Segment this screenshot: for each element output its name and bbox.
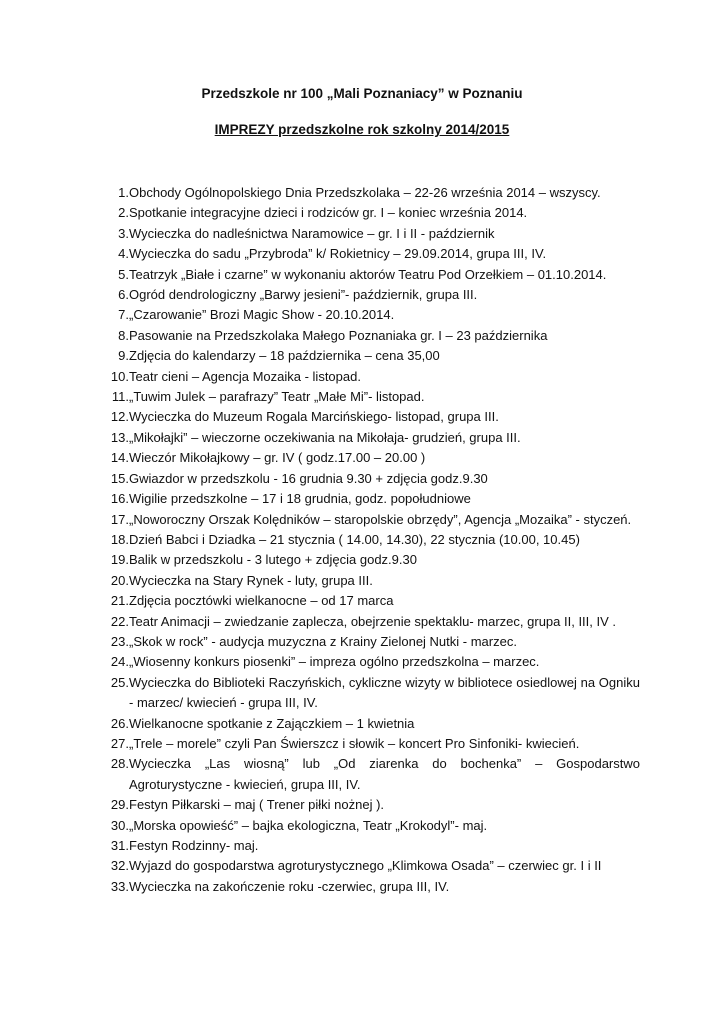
document-subtitle: IMPREZY przedszkolne rok szkolny 2014/2015 xyxy=(214,122,510,137)
list-item-text: Teatr Animacji – zwiedzanie zaplecza, obejrzenie spektaklu- marzec, grupa II, III, IV . xyxy=(129,613,617,629)
list-item xyxy=(100,285,640,305)
list-item xyxy=(100,530,640,550)
list-item-number: 22. xyxy=(110,613,129,629)
list-item-text: Wycieczka do nadleśnictwa Naramowice – gr. I i II - październik xyxy=(129,225,495,241)
list-item-text: Wycieczka na zakończenie roku -czerwiec, grupa III, IV. xyxy=(129,878,450,894)
list-item-number: 9. xyxy=(118,348,129,364)
list-item-text: „Mikołajki” – wieczorne oczekiwania na Mikołaja- grudzień, grupa III. xyxy=(129,429,521,445)
list-item xyxy=(100,387,640,407)
document-title: Przedszkole nr 100 „Mali Poznaniacy” w Poznaniu xyxy=(201,86,523,101)
list-item-number: 12. xyxy=(110,409,129,425)
list-item-text: „Noworoczny Orszak Kolędników – staropolskie obrzędy”, Agencja „Mozaika” - styczeń. xyxy=(129,511,632,527)
list-item xyxy=(100,510,640,530)
list-item xyxy=(100,550,640,570)
list-item xyxy=(100,469,640,489)
list-item-text: Dzień Babci i Dziadka – 21 stycznia ( 14.00, 14.30), 22 stycznia (10.00, 10.45) xyxy=(129,531,580,547)
list-item xyxy=(100,224,640,244)
list-item-number: 18. xyxy=(110,531,129,547)
list-item-text: Wycieczka do sadu „Przybroda” k/ Rokietnicy – 29.09.2014, grupa III, IV. xyxy=(129,246,547,262)
list-item-text: Wycieczka do Biblioteki Raczyńskich, cykliczne wizyty w bibliotece osiedlowej na Ogniku - marzec/ kwiecień - grupa III, IV. xyxy=(129,674,640,711)
list-item xyxy=(100,407,640,427)
list-item-number: 4. xyxy=(118,246,129,262)
list-item-text: „Wiosenny konkurs piosenki” – impreza ogólno przedszkolna – marzec. xyxy=(129,654,540,670)
list-item-text: Festyn Piłkarski – maj ( Trener piłki nożnej ). xyxy=(129,797,385,813)
list-item-number: 11. xyxy=(111,389,129,405)
list-item-text: Wigilie przedszkolne – 17 i 18 grudnia, godz. popołudniowe xyxy=(129,491,471,507)
list-item-text: „Trele – morele” czyli Pan Świerszcz i słowik – koncert Pro Sinfoniki- kwiecień. xyxy=(129,735,580,751)
list-item-text: Spotkanie integracyjne dzieci i rodziców gr. I – koniec września 2014. xyxy=(129,205,528,221)
list-item-text: „Czarowanie” Brozi Magic Show - 20.10.2014. xyxy=(129,307,395,323)
list-item-text: Zdjęcia pocztówki wielkanocne – od 17 marca xyxy=(129,593,394,609)
event-list xyxy=(100,183,640,897)
list-item-text: Wieczór Mikołajkowy – gr. IV ( godz.17.00 – 20.00 ) xyxy=(129,450,426,466)
list-item xyxy=(100,734,640,754)
list-item-number: 24. xyxy=(110,654,129,670)
list-item-number: 27. xyxy=(110,735,129,751)
list-item-text: Wycieczka do Muzeum Rogala Marcińskiego- listopad, grupa III. xyxy=(129,409,499,425)
list-item xyxy=(100,448,640,468)
list-item xyxy=(100,877,640,897)
list-item-number: 33. xyxy=(110,878,129,894)
list-item-number: 10. xyxy=(110,368,129,384)
list-item-text: Wycieczka na Stary Rynek - luty, grupa III. xyxy=(129,572,373,588)
list-item-text: „Morska opowieść” – bajka ekologiczna, Teatr „Krokodyl”- maj. xyxy=(129,817,488,833)
list-item-text: „Skok w rock” - audycja muzyczna z Krainy Zielonej Nutki - marzec. xyxy=(129,633,517,649)
list-item-number: 30. xyxy=(110,817,129,833)
list-item-number: 14. xyxy=(110,450,129,466)
list-item xyxy=(100,346,640,366)
list-item-number: 15. xyxy=(110,470,129,486)
list-item-number: 23. xyxy=(110,633,129,649)
list-item-text: Pasowanie na Przedszkolaka Małego Poznaniaka gr. I – 23 października xyxy=(129,327,548,343)
list-item-number: 17. xyxy=(110,511,129,527)
list-item xyxy=(100,652,640,672)
list-item xyxy=(100,612,640,632)
list-item xyxy=(100,795,640,815)
list-item xyxy=(100,673,640,714)
list-item xyxy=(100,203,640,223)
list-item xyxy=(100,305,640,325)
list-item-text: Ogród dendrologiczny „Barwy jesieni”- październik, grupa III. xyxy=(129,287,478,303)
list-item-text: Obchody Ogólnopolskiego Dnia Przedszkolaka – 22-26 września 2014 – wszyscy. xyxy=(129,185,601,200)
list-item-number: 1. xyxy=(118,185,129,200)
list-item xyxy=(100,714,640,734)
list-item xyxy=(100,367,640,387)
list-item-number: 32. xyxy=(110,858,129,874)
list-item-text: Wielkanocne spotkanie z Zajączkiem – 1 kwietnia xyxy=(129,715,415,731)
list-item-number: 2. xyxy=(118,205,129,221)
list-item-number: 3. xyxy=(118,225,129,241)
list-item-text: Wycieczka „Las wiosną” lub „Od ziarenka do bochenka” – Gospodarstwo Agroturystyczne - kwiecień, grupa III, IV. xyxy=(129,756,640,792)
list-item-number: 25. xyxy=(110,674,129,690)
list-item-number: 7. xyxy=(118,307,129,323)
list-item-number: 6. xyxy=(118,287,129,303)
list-item-text: „Tuwim Julek – parafrazy” Teatr „Małe Mi”- listopad. xyxy=(129,389,425,405)
list-item-number: 19. xyxy=(110,552,129,568)
list-item xyxy=(100,754,640,795)
list-item xyxy=(100,326,640,346)
list-item xyxy=(100,183,640,203)
list-item-number: 20. xyxy=(110,572,129,588)
list-item-number: 31. xyxy=(110,838,129,853)
list-item xyxy=(100,244,640,264)
list-item-number: 16. xyxy=(110,491,129,507)
list-item xyxy=(100,856,640,876)
list-item-number: 26. xyxy=(110,715,129,731)
list-item-number: 28. xyxy=(110,756,129,772)
list-item-number: 21. xyxy=(110,593,129,609)
list-item xyxy=(100,591,640,611)
list-item xyxy=(100,836,640,856)
list-item-number: 8. xyxy=(118,327,129,343)
list-item xyxy=(100,816,640,836)
list-item-text: Zdjęcia do kalendarzy – 18 października – cena 35,00 xyxy=(129,348,440,364)
list-item-text: Festyn Rodzinny- maj. xyxy=(129,838,259,853)
list-item xyxy=(100,632,640,652)
list-item-number: 29. xyxy=(110,797,129,813)
list-item-text: Balik w przedszkolu - 3 lutego + zdjęcia godz.9.30 xyxy=(129,552,417,568)
list-item xyxy=(100,571,640,591)
list-item xyxy=(100,489,640,509)
list-item xyxy=(100,428,640,448)
list-item xyxy=(100,265,640,285)
list-item-number: 5. xyxy=(118,266,129,282)
list-item-text: Wyjazd do gospodarstwa agroturystycznego „Klimkowa Osada” – czerwiec gr. I i II xyxy=(129,858,602,874)
list-item-text: Gwiazdor w przedszkolu - 16 grudnia 9.30 + zdjęcia godz.9.30 xyxy=(129,470,488,486)
list-item-number: 13. xyxy=(110,429,129,445)
list-item-text: Teatr cieni – Agencja Mozaika - listopad. xyxy=(129,368,361,384)
list-item-text: Teatrzyk „Białe i czarne” w wykonaniu aktorów Teatru Pod Orzełkiem – 01.10.2014. xyxy=(129,266,607,282)
